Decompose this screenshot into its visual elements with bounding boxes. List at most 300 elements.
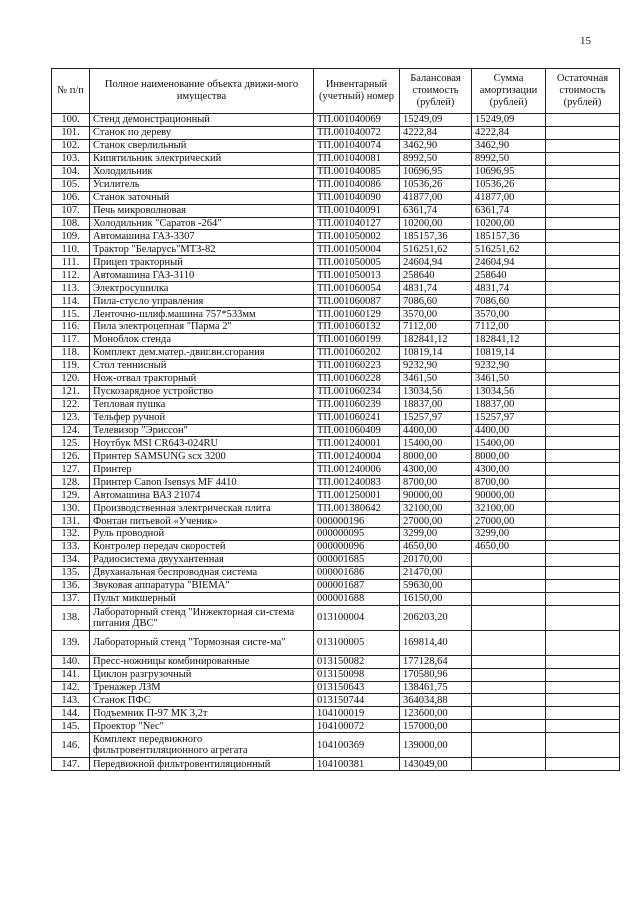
cell-balance-value: 59630,00 (400, 579, 472, 592)
cell-depreciation: 13034,56 (472, 385, 546, 398)
header-residual-value: Остаточная стоимость (рублей) (546, 69, 620, 114)
cell-depreciation (472, 720, 546, 733)
cell-num: 122. (52, 398, 90, 411)
cell-inventory-number: ТП.001060199 (314, 333, 400, 346)
cell-residual-value (546, 630, 620, 655)
cell-inventory-number: ТП.001040085 (314, 165, 400, 178)
cell-depreciation: 516251,62 (472, 243, 546, 256)
cell-depreciation: 9232,90 (472, 359, 546, 372)
cell-name: Циклон разгрузочный (90, 668, 314, 681)
cell-balance-value: 10696,95 (400, 165, 472, 178)
cell-name: Стенд демонстрационный (90, 114, 314, 127)
cell-residual-value (546, 528, 620, 541)
cell-num: 117. (52, 333, 90, 346)
cell-name: Кипятильник электрический (90, 152, 314, 165)
cell-residual-value (546, 476, 620, 489)
cell-inventory-number: ТП.001040086 (314, 178, 400, 191)
cell-residual-value (546, 191, 620, 204)
cell-num: 146. (52, 733, 90, 758)
cell-balance-value: 27000,00 (400, 515, 472, 528)
cell-residual-value (546, 269, 620, 282)
cell-name: Проектор "Nec" (90, 720, 314, 733)
cell-name: Нож-отвал тракторный (90, 372, 314, 385)
table-row (52, 398, 620, 411)
cell-balance-value: 185157,36 (400, 230, 472, 243)
cell-num: 128. (52, 476, 90, 489)
cell-inventory-number: 013100005 (314, 630, 400, 655)
cell-depreciation: 258640 (472, 269, 546, 282)
cell-depreciation: 32100,00 (472, 502, 546, 515)
cell-inventory-number: ТП.001050004 (314, 243, 400, 256)
cell-depreciation: 41877,00 (472, 191, 546, 204)
cell-name: Автомашина ГАЗ-3307 (90, 230, 314, 243)
cell-depreciation: 10536,26 (472, 178, 546, 191)
cell-residual-value (546, 372, 620, 385)
cell-name: Усилитель (90, 178, 314, 191)
cell-balance-value: 10536,26 (400, 178, 472, 191)
cell-name: Станок сверлильный (90, 139, 314, 152)
cell-balance-value: 177128,64 (400, 655, 472, 668)
cell-depreciation: 4831,74 (472, 282, 546, 295)
cell-num: 114. (52, 295, 90, 308)
cell-residual-value (546, 204, 620, 217)
table-row (52, 295, 620, 308)
cell-residual-value (546, 359, 620, 372)
cell-depreciation: 6361,74 (472, 204, 546, 217)
cell-depreciation (472, 553, 546, 566)
cell-num: 143. (52, 694, 90, 707)
cell-residual-value (546, 217, 620, 230)
cell-num: 125. (52, 437, 90, 450)
cell-depreciation (472, 655, 546, 668)
cell-depreciation: 7086,60 (472, 295, 546, 308)
table-row (52, 553, 620, 566)
cell-residual-value (546, 424, 620, 437)
cell-balance-value: 10200,00 (400, 217, 472, 230)
cell-name: Трактор "Беларусь"МТЗ-82 (90, 243, 314, 256)
cell-inventory-number: ТП.001060228 (314, 372, 400, 385)
cell-num: 133. (52, 540, 90, 553)
cell-num: 137. (52, 592, 90, 605)
table-row (52, 372, 620, 385)
cell-balance-value: 138461,75 (400, 681, 472, 694)
cell-name: Передвижной фильтровентиляционный (90, 758, 314, 771)
cell-name: Принтер Canon Isensys MF 4410 (90, 476, 314, 489)
table-row (52, 720, 620, 733)
cell-inventory-number: 104100072 (314, 720, 400, 733)
cell-balance-value: 206203,20 (400, 605, 472, 630)
cell-name: Автомашина ВАЗ 21074 (90, 489, 314, 502)
cell-num: 103. (52, 152, 90, 165)
cell-num: 106. (52, 191, 90, 204)
cell-depreciation: 90000,00 (472, 489, 546, 502)
cell-residual-value (546, 385, 620, 398)
cell-residual-value (546, 463, 620, 476)
cell-residual-value (546, 321, 620, 334)
cell-num: 107. (52, 204, 90, 217)
cell-num: 139. (52, 630, 90, 655)
cell-num: 108. (52, 217, 90, 230)
table-row (52, 463, 620, 476)
cell-name: Пресс-ножницы комбинированные (90, 655, 314, 668)
cell-num: 101. (52, 126, 90, 139)
cell-residual-value (546, 553, 620, 566)
cell-residual-value (546, 668, 620, 681)
cell-inventory-number: ТП.001050002 (314, 230, 400, 243)
table-row (52, 204, 620, 217)
cell-residual-value (546, 707, 620, 720)
cell-num: 119. (52, 359, 90, 372)
header-depreciation: Сумма амортизации (рублей) (472, 69, 546, 114)
cell-name: Пила-стусло управления (90, 295, 314, 308)
cell-depreciation: 24604,94 (472, 256, 546, 269)
cell-inventory-number: ТП.001060129 (314, 308, 400, 321)
cell-depreciation: 4650,00 (472, 540, 546, 553)
cell-name: Лабораторный стенд "Инжекторная си-стема питания ДВС" (90, 605, 314, 630)
cell-depreciation: 3299,00 (472, 528, 546, 541)
cell-residual-value (546, 694, 620, 707)
cell-residual-value (546, 114, 620, 127)
page-number: 15 (580, 35, 591, 47)
cell-inventory-number: ТП.001060234 (314, 385, 400, 398)
table-row (52, 269, 620, 282)
table-row (52, 282, 620, 295)
cell-balance-value: 15249,09 (400, 114, 472, 127)
table-header-row (52, 69, 620, 114)
cell-inventory-number: 000001685 (314, 553, 400, 566)
cell-depreciation (472, 707, 546, 720)
cell-num: 131. (52, 515, 90, 528)
cell-name: Комплект передвижного фильтровентиляционного агрегата (90, 733, 314, 758)
cell-num: 102. (52, 139, 90, 152)
cell-balance-value: 4300,00 (400, 463, 472, 476)
cell-num: 144. (52, 707, 90, 720)
cell-residual-value (546, 489, 620, 502)
cell-depreciation: 18837,00 (472, 398, 546, 411)
table-row (52, 424, 620, 437)
cell-depreciation: 10819,14 (472, 346, 546, 359)
cell-depreciation: 15257,97 (472, 411, 546, 424)
table-row (52, 256, 620, 269)
cell-num: 109. (52, 230, 90, 243)
table-row (52, 333, 620, 346)
cell-name: Станок ПФС (90, 694, 314, 707)
cell-residual-value (546, 681, 620, 694)
table-row (52, 592, 620, 605)
cell-depreciation: 8700,00 (472, 476, 546, 489)
cell-residual-value (546, 655, 620, 668)
cell-balance-value: 169814,40 (400, 630, 472, 655)
table-row (52, 489, 620, 502)
cell-inventory-number: ТП.001060054 (314, 282, 400, 295)
cell-residual-value (546, 411, 620, 424)
header-name: Полное наименование объекта движи-мого имущества (90, 69, 314, 114)
cell-depreciation: 3461,50 (472, 372, 546, 385)
cell-num: 134. (52, 553, 90, 566)
cell-inventory-number: ТП.001040081 (314, 152, 400, 165)
cell-balance-value: 13034,56 (400, 385, 472, 398)
cell-name: Звуковая аппаратура "BIEMA" (90, 579, 314, 592)
cell-depreciation (472, 733, 546, 758)
table-row (52, 308, 620, 321)
cell-depreciation: 27000,00 (472, 515, 546, 528)
cell-inventory-number: 000001686 (314, 566, 400, 579)
cell-balance-value: 139000,00 (400, 733, 472, 758)
cell-num: 123. (52, 411, 90, 424)
cell-residual-value (546, 758, 620, 771)
cell-inventory-number: ТП.001060132 (314, 321, 400, 334)
cell-balance-value: 15400,00 (400, 437, 472, 450)
table-row (52, 733, 620, 758)
cell-inventory-number: 000001688 (314, 592, 400, 605)
table-row (52, 515, 620, 528)
cell-name: Станок по дереву (90, 126, 314, 139)
inventory-table (51, 68, 620, 771)
cell-inventory-number: ТП.001380642 (314, 502, 400, 515)
cell-num: 100. (52, 114, 90, 127)
table-row (52, 346, 620, 359)
cell-balance-value: 4400,00 (400, 424, 472, 437)
cell-depreciation (472, 681, 546, 694)
cell-name: Пульт микшерный (90, 592, 314, 605)
cell-name: Станок заточный (90, 191, 314, 204)
cell-num: 129. (52, 489, 90, 502)
cell-num: 138. (52, 605, 90, 630)
cell-residual-value (546, 398, 620, 411)
cell-balance-value: 364034,88 (400, 694, 472, 707)
cell-num: 110. (52, 243, 90, 256)
cell-name: Тепловая пушка (90, 398, 314, 411)
cell-inventory-number: ТП.001060202 (314, 346, 400, 359)
cell-balance-value: 3462,90 (400, 139, 472, 152)
table-row (52, 630, 620, 655)
cell-num: 120. (52, 372, 90, 385)
cell-num: 140. (52, 655, 90, 668)
cell-balance-value: 157000,00 (400, 720, 472, 733)
cell-name: Тренажер ЛЗМ (90, 681, 314, 694)
cell-name: Тельфер ручной (90, 411, 314, 424)
cell-residual-value (546, 165, 620, 178)
cell-num: 113. (52, 282, 90, 295)
cell-balance-value: 90000,00 (400, 489, 472, 502)
cell-name: Лабораторный стенд "Тормозная систе-ма" (90, 630, 314, 655)
cell-depreciation (472, 758, 546, 771)
cell-depreciation: 15400,00 (472, 437, 546, 450)
cell-inventory-number: 104100381 (314, 758, 400, 771)
cell-inventory-number: 013150098 (314, 668, 400, 681)
cell-inventory-number: 000000196 (314, 515, 400, 528)
cell-balance-value: 32100,00 (400, 502, 472, 515)
header-balance-value: Балансовая стоимость (рублей) (400, 69, 472, 114)
cell-num: 104. (52, 165, 90, 178)
table-row (52, 758, 620, 771)
table-row (52, 681, 620, 694)
cell-residual-value (546, 540, 620, 553)
cell-residual-value (546, 592, 620, 605)
cell-balance-value: 6361,74 (400, 204, 472, 217)
cell-residual-value (546, 308, 620, 321)
cell-residual-value (546, 256, 620, 269)
cell-inventory-number: ТП.001060239 (314, 398, 400, 411)
table-row (52, 359, 620, 372)
cell-name: Моноблок стенда (90, 333, 314, 346)
cell-inventory-number: ТП.001240001 (314, 437, 400, 450)
cell-balance-value: 3299,00 (400, 528, 472, 541)
cell-residual-value (546, 282, 620, 295)
cell-balance-value: 16150,00 (400, 592, 472, 605)
cell-depreciation: 7112,00 (472, 321, 546, 334)
cell-balance-value: 8992,50 (400, 152, 472, 165)
cell-inventory-number: ТП.001050013 (314, 269, 400, 282)
cell-name: Подъемник П-97 МК 3,2т (90, 707, 314, 720)
cell-depreciation (472, 592, 546, 605)
cell-balance-value: 182841,12 (400, 333, 472, 346)
cell-residual-value (546, 230, 620, 243)
table-row (52, 707, 620, 720)
cell-inventory-number: 000001687 (314, 579, 400, 592)
cell-residual-value (546, 243, 620, 256)
cell-residual-value (546, 437, 620, 450)
table-row (52, 217, 620, 230)
cell-balance-value: 4831,74 (400, 282, 472, 295)
cell-name: Прицеп тракторный (90, 256, 314, 269)
cell-inventory-number: ТП.001040074 (314, 139, 400, 152)
cell-residual-value (546, 579, 620, 592)
cell-depreciation: 4400,00 (472, 424, 546, 437)
cell-residual-value (546, 566, 620, 579)
table-row (52, 476, 620, 489)
cell-depreciation (472, 605, 546, 630)
cell-balance-value: 8700,00 (400, 476, 472, 489)
cell-residual-value (546, 295, 620, 308)
cell-depreciation: 185157,36 (472, 230, 546, 243)
cell-inventory-number: ТП.001040090 (314, 191, 400, 204)
cell-inventory-number: ТП.001240083 (314, 476, 400, 489)
cell-residual-value (546, 502, 620, 515)
cell-name: Электросушилка (90, 282, 314, 295)
cell-inventory-number: ТП.001040091 (314, 204, 400, 217)
cell-name: Производственная электрическая плита (90, 502, 314, 515)
cell-balance-value: 3570,00 (400, 308, 472, 321)
table-row (52, 191, 620, 204)
cell-residual-value (546, 346, 620, 359)
table-row (52, 139, 620, 152)
cell-residual-value (546, 515, 620, 528)
table-row (52, 668, 620, 681)
table-row (52, 165, 620, 178)
cell-name: Ноутбук MSI CR643-024RU (90, 437, 314, 450)
cell-inventory-number: 013150744 (314, 694, 400, 707)
cell-inventory-number: 000000095 (314, 528, 400, 541)
cell-name: Радиосистема двуухантенная (90, 553, 314, 566)
cell-num: 142. (52, 681, 90, 694)
cell-balance-value: 123600,00 (400, 707, 472, 720)
cell-balance-value: 18837,00 (400, 398, 472, 411)
cell-inventory-number: ТП.001060409 (314, 424, 400, 437)
table-row (52, 540, 620, 553)
cell-name: Холодильник (90, 165, 314, 178)
cell-inventory-number: ТП.001060241 (314, 411, 400, 424)
cell-balance-value: 21470,00 (400, 566, 472, 579)
table-row (52, 579, 620, 592)
cell-num: 111. (52, 256, 90, 269)
table-row (52, 152, 620, 165)
cell-inventory-number: 104100369 (314, 733, 400, 758)
cell-balance-value: 15257,97 (400, 411, 472, 424)
cell-balance-value: 516251,62 (400, 243, 472, 256)
table-row (52, 411, 620, 424)
cell-inventory-number: ТП.001050005 (314, 256, 400, 269)
cell-residual-value (546, 733, 620, 758)
cell-num: 141. (52, 668, 90, 681)
cell-num: 145. (52, 720, 90, 733)
table-row (52, 694, 620, 707)
cell-depreciation: 4300,00 (472, 463, 546, 476)
cell-num: 115. (52, 308, 90, 321)
cell-num: 147. (52, 758, 90, 771)
table-row (52, 528, 620, 541)
cell-name: Стол теннисный (90, 359, 314, 372)
cell-name: Комплект дем.матер.-двиг.вн.сгорания (90, 346, 314, 359)
cell-name: Печь микроволновая (90, 204, 314, 217)
table-row (52, 385, 620, 398)
cell-balance-value: 7086,60 (400, 295, 472, 308)
table-row (52, 321, 620, 334)
cell-num: 127. (52, 463, 90, 476)
cell-depreciation: 182841,12 (472, 333, 546, 346)
cell-balance-value: 170580,96 (400, 668, 472, 681)
cell-depreciation: 10696,95 (472, 165, 546, 178)
cell-balance-value: 41877,00 (400, 191, 472, 204)
cell-inventory-number: 000000096 (314, 540, 400, 553)
cell-name: Двуханальная беспроводная система (90, 566, 314, 579)
cell-depreciation (472, 579, 546, 592)
cell-balance-value: 10819,14 (400, 346, 472, 359)
cell-num: 116. (52, 321, 90, 334)
cell-name: Фонтан питьевой «Ученик» (90, 515, 314, 528)
cell-depreciation: 8000,00 (472, 450, 546, 463)
cell-num: 112. (52, 269, 90, 282)
cell-inventory-number: ТП.001240004 (314, 450, 400, 463)
table-row (52, 450, 620, 463)
table-row (52, 114, 620, 127)
table-row (52, 243, 620, 256)
table-row (52, 437, 620, 450)
cell-inventory-number: ТП.001040069 (314, 114, 400, 127)
cell-depreciation: 10200,00 (472, 217, 546, 230)
cell-inventory-number: ТП.001060223 (314, 359, 400, 372)
cell-num: 135. (52, 566, 90, 579)
cell-num: 132. (52, 528, 90, 541)
cell-residual-value (546, 178, 620, 191)
table-row (52, 605, 620, 630)
cell-depreciation: 3462,90 (472, 139, 546, 152)
cell-residual-value (546, 720, 620, 733)
cell-residual-value (546, 152, 620, 165)
cell-name: Пускозарядное устройство (90, 385, 314, 398)
cell-inventory-number: 013100004 (314, 605, 400, 630)
cell-depreciation: 4222,84 (472, 126, 546, 139)
cell-num: 136. (52, 579, 90, 592)
cell-num: 121. (52, 385, 90, 398)
cell-name: Принтер (90, 463, 314, 476)
cell-balance-value: 3461,50 (400, 372, 472, 385)
table-row (52, 502, 620, 515)
cell-balance-value: 143049,00 (400, 758, 472, 771)
cell-name: Автомашина ГАЗ-3110 (90, 269, 314, 282)
cell-name: Руль проводной (90, 528, 314, 541)
cell-depreciation (472, 694, 546, 707)
